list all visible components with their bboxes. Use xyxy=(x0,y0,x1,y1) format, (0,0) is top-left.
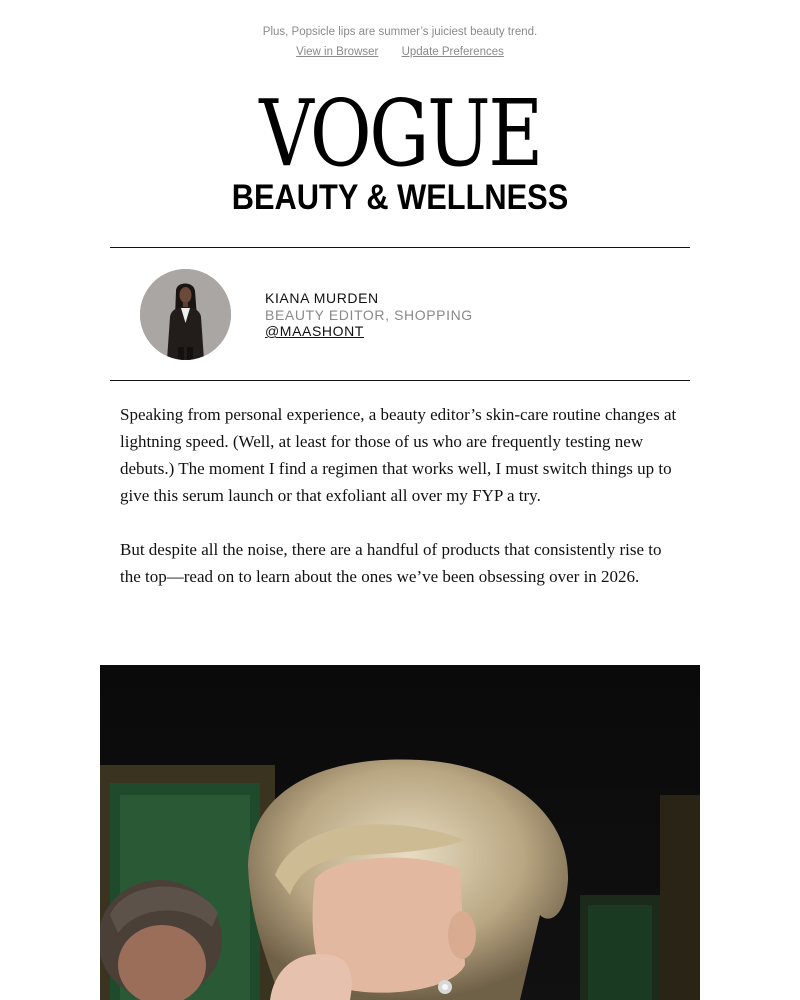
author-info xyxy=(265,290,473,340)
author-portrait-image xyxy=(140,269,231,360)
preheader-links xyxy=(0,46,800,58)
hero-image[interactable] xyxy=(100,665,700,1000)
author-avatar xyxy=(140,269,231,360)
top-divider xyxy=(110,247,690,248)
vogue-logo[interactable]: VOGUE xyxy=(259,80,541,187)
article-paragraph-1: Speaking from personal experience, a beauty editor’s skin-care routine changes at lightning speed. (Well, at least for those of us who are frequently testing new debuts.) The moment I find a regimen that works well, I must switch things up to give this serum launch or that exfoliant all over my FYP a try. xyxy=(120,405,677,505)
author-handle-link[interactable]: @MAASHONT xyxy=(265,323,364,339)
preheader-text: Plus, Popsicle lips are summer’s juiciest beauty trend. xyxy=(262,26,538,38)
bottom-divider xyxy=(110,380,690,381)
author-name: KIANA MURDEN xyxy=(265,290,379,306)
author-role: BEAUTY EDITOR, SHOPPING xyxy=(265,306,473,323)
article-intro xyxy=(120,401,685,617)
section-title: BEAUTY & WELLNESS xyxy=(231,178,569,217)
article-paragraph-2: But despite all the noise, there are a handful of products that consistently rise to the top—read on to learn about the ones we’ve been obsessing over in 2026. xyxy=(120,540,662,586)
update-preferences-link[interactable]: Update Preferences xyxy=(401,46,504,58)
hero-photo xyxy=(100,665,700,1000)
view-in-browser-link[interactable]: View in Browser xyxy=(296,46,379,58)
